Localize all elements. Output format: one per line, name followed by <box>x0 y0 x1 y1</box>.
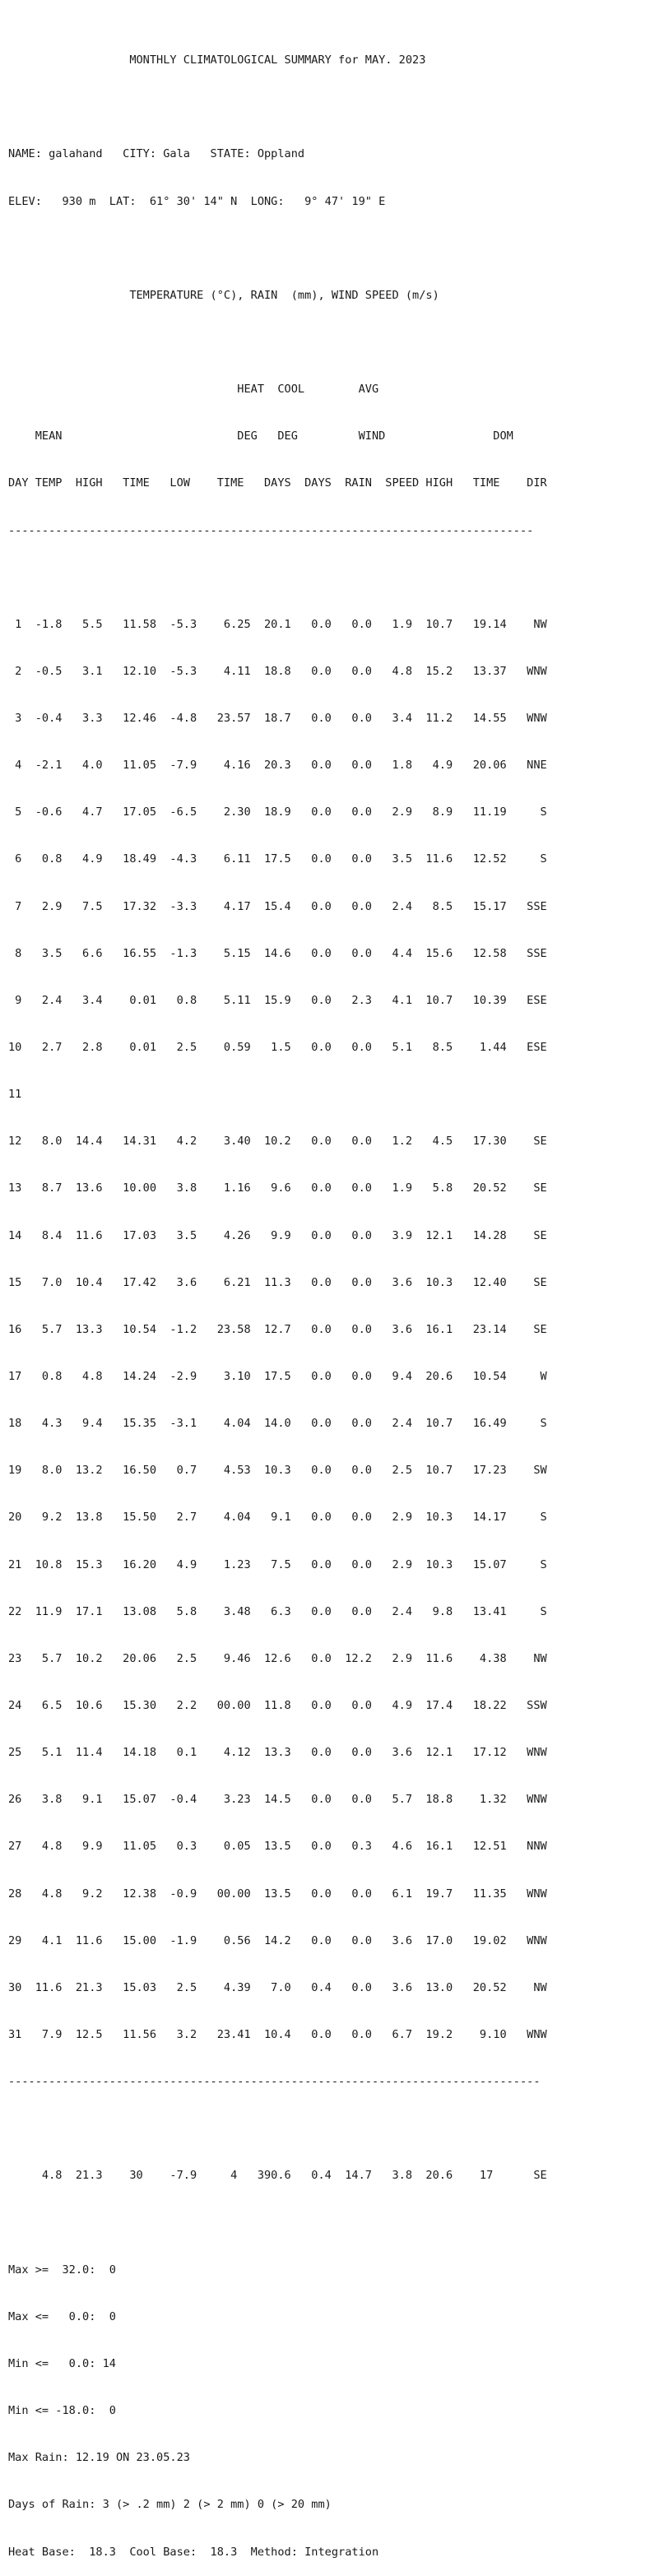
blank-line <box>8 100 547 115</box>
climatological-summary-report <box>8 21 547 2576</box>
table-row: 5 -0.6 4.7 17.05 -6.5 2.30 18.9 0.0 0.0 2.9 8.9 11.19 S <box>8 805 547 819</box>
table-row: 27 4.8 9.9 11.05 0.3 0.05 13.5 0.0 0.3 4.6 16.1 12.51 NNW <box>8 1840 547 1854</box>
table-row: 29 4.1 11.6 15.00 -1.9 0.56 14.2 0.0 0.0 3.6 17.0 19.02 WNW <box>8 1933 547 1947</box>
table-row: 4 -2.1 4.0 11.05 -7.9 4.16 20.3 0.0 0.0 1.8 4.9 20.06 NNE <box>8 759 547 773</box>
table-row: 10 2.7 2.8 0.01 2.5 0.59 1.5 0.0 0.0 5.1 8.5 1.44 ESE <box>8 1041 547 1055</box>
table-row: 16 5.7 13.3 10.54 -1.2 23.58 12.7 0.0 0.0 3.6 16.1 23.14 SE <box>8 1322 547 1336</box>
blank-line <box>8 241 547 257</box>
table-row: 23 5.7 10.2 20.06 2.5 9.46 12.6 0.0 12.2 2.9 11.6 4.38 NW <box>8 1651 547 1665</box>
table-separator-top: ------------------------------------------------------------------------------ <box>8 523 534 537</box>
station-elevation-line: ELEV: 930 m LAT: 61° 30' 14" N LONG: 9° 47' 19" E <box>8 194 386 208</box>
table-row: 26 3.8 9.1 15.07 -0.4 3.23 14.5 0.0 0.0 5.7 18.8 1.32 WNW <box>8 1793 547 1807</box>
table-row: 20 9.2 13.8 15.50 2.7 4.04 9.1 0.0 0.0 2.9 10.3 14.17 S <box>8 1511 547 1525</box>
blank-line <box>8 2121 547 2137</box>
units-line: TEMPERATURE (°C), RAIN (mm), WIND SPEED (m/s) <box>8 288 439 302</box>
footer-line: Max Rain: 12.19 ON 23.05.23 <box>8 2451 190 2465</box>
footer-line: Min <= -18.0: 0 <box>8 2404 116 2418</box>
table-row: 18 4.3 9.4 15.35 -3.1 4.04 14.0 0.0 0.0 2.4 10.7 16.49 S <box>8 1417 547 1431</box>
blank-line <box>8 570 547 586</box>
table-row: 7 2.9 7.5 17.32 -3.3 4.17 15.4 0.0 0.0 2.4 8.5 15.17 SSE <box>8 899 547 913</box>
blank-line <box>8 2216 547 2231</box>
table-row: 30 11.6 21.3 15.03 2.5 4.39 7.0 0.4 0.0 3.6 13.0 20.52 NW <box>8 1980 547 1994</box>
table-row: 19 8.0 13.2 16.50 0.7 4.53 10.3 0.0 0.0 2.5 10.7 17.23 SW <box>8 1464 547 1478</box>
station-name-line: NAME: galahand CITY: Gala STATE: Oppland <box>8 147 305 161</box>
table-row: 9 2.4 3.4 0.01 0.8 5.11 15.9 0.0 2.3 4.1 10.7 10.39 ESE <box>8 993 547 1007</box>
table-separator-bottom: ------------------------------------------------------------------------------- <box>8 2075 541 2089</box>
table-row: 21 10.8 15.3 16.20 4.9 1.23 7.5 0.0 0.0 2.9 10.3 15.07 S <box>8 1557 547 1571</box>
totals-row: 4.8 21.3 30 -7.9 4 390.6 0.4 14.7 3.8 20.6 17 SE <box>8 2169 547 2183</box>
table-header-line: MEAN DEG DEG WIND DOM <box>8 429 513 443</box>
table-row: 31 7.9 12.5 11.56 3.2 23.41 10.4 0.0 0.0 6.7 19.2 9.10 WNW <box>8 2028 547 2041</box>
table-row: 14 8.4 11.6 17.03 3.5 4.26 9.9 0.0 0.0 3.9 12.1 14.28 SE <box>8 1228 547 1242</box>
table-row: 22 11.9 17.1 13.08 5.8 3.48 6.3 0.0 0.0 2.4 9.8 13.41 S <box>8 1604 547 1618</box>
footer-line: Days of Rain: 3 (> .2 mm) 2 (> 2 mm) 0 (> 20 mm) <box>8 2498 332 2512</box>
blank-line <box>8 335 547 350</box>
table-row: 25 5.1 11.4 14.18 0.1 4.12 13.3 0.0 0.0 3.6 12.1 17.12 WNW <box>8 1746 547 1760</box>
table-row: 13 8.7 13.6 10.00 3.8 1.16 9.6 0.0 0.0 1.9 5.8 20.52 SE <box>8 1181 547 1195</box>
table-row: 17 0.8 4.8 14.24 -2.9 3.10 17.5 0.0 0.0 9.4 20.6 10.54 W <box>8 1370 547 1384</box>
report-title: MONTHLY CLIMATOLOGICAL SUMMARY for MAY. 2023 <box>8 53 426 67</box>
footer-line: Min <= 0.0: 14 <box>8 2356 116 2370</box>
table-row: 8 3.5 6.6 16.55 -1.3 5.15 14.6 0.0 0.0 4.4 15.6 12.58 SSE <box>8 946 547 960</box>
table-row: 12 8.0 14.4 14.31 4.2 3.40 10.2 0.0 0.0 1.2 4.5 17.30 SE <box>8 1135 547 1149</box>
footer-line: Heat Base: 18.3 Cool Base: 18.3 Method: Integration <box>8 2545 379 2559</box>
table-row: 3 -0.4 3.3 12.46 -4.8 23.57 18.7 0.0 0.0 3.4 11.2 14.55 WNW <box>8 712 547 726</box>
table-row: 11 <box>8 1088 22 1102</box>
footer-line: Max <= 0.0: 0 <box>8 2309 116 2323</box>
footer-line: Max >= 32.0: 0 <box>8 2263 116 2277</box>
table-row: 6 0.8 4.9 18.49 -4.3 6.11 17.5 0.0 0.0 3.5 11.6 12.52 S <box>8 852 547 866</box>
table-row: 1 -1.8 5.5 11.58 -5.3 6.25 20.1 0.0 0.0 1.9 10.7 19.14 NW <box>8 617 547 631</box>
table-header-line: DAY TEMP HIGH TIME LOW TIME DAYS DAYS RAIN SPEED HIGH TIME DIR <box>8 476 547 490</box>
table-row: 24 6.5 10.6 15.30 2.2 00.00 11.8 0.0 0.0 4.9 17.4 18.22 SSW <box>8 1699 547 1713</box>
table-row: 28 4.8 9.2 12.38 -0.9 00.00 13.5 0.0 0.0 6.1 19.7 11.35 WNW <box>8 1887 547 1901</box>
table-row: 15 7.0 10.4 17.42 3.6 6.21 11.3 0.0 0.0 3.6 10.3 12.40 SE <box>8 1275 547 1289</box>
table-header-line: HEAT COOL AVG <box>8 383 379 397</box>
table-row: 2 -0.5 3.1 12.10 -5.3 4.11 18.8 0.0 0.0 4.8 15.2 13.37 WNW <box>8 664 547 678</box>
